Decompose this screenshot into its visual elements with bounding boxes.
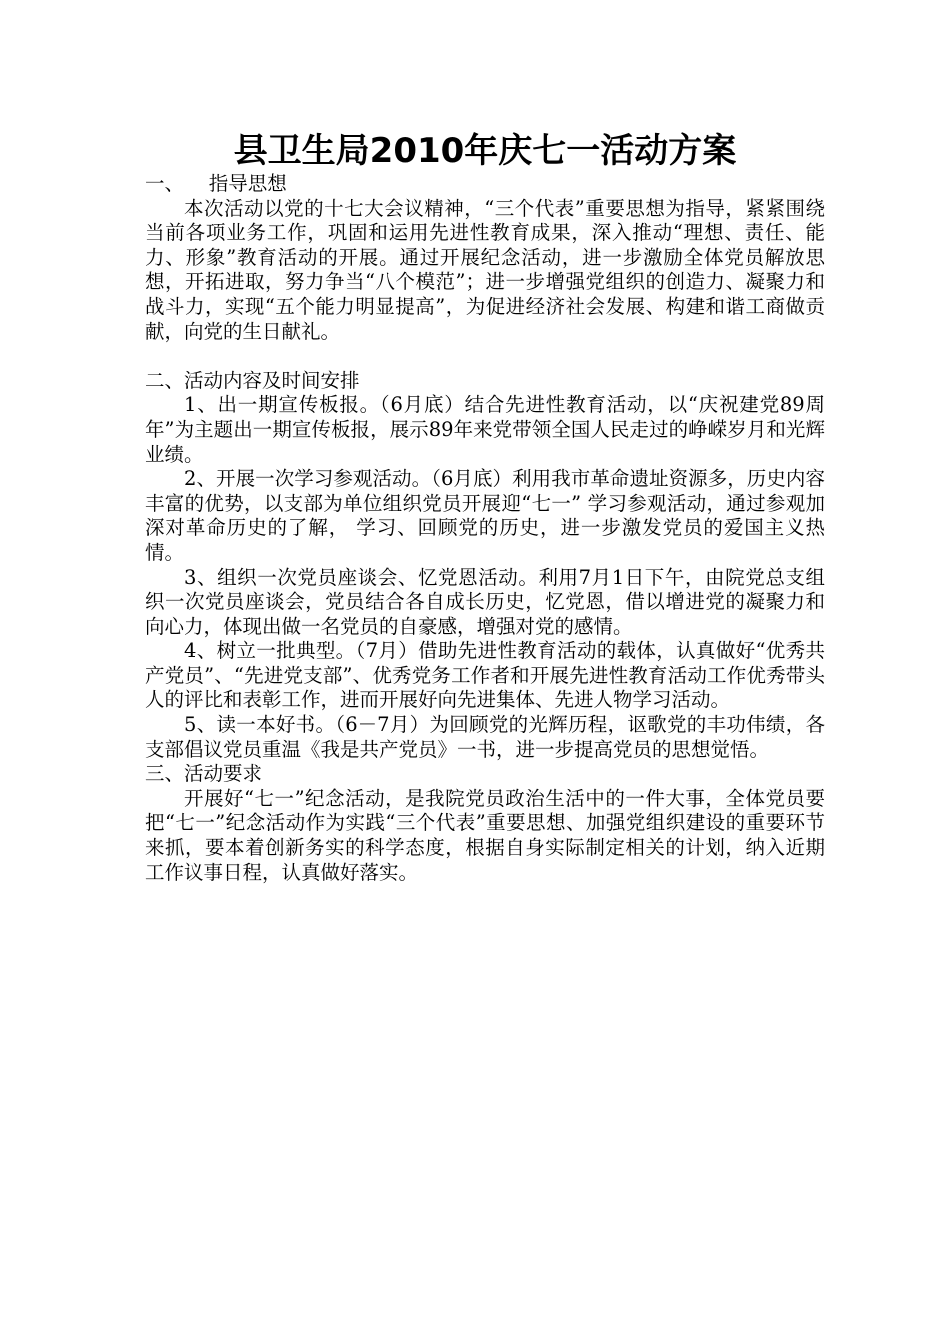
document-title: 县卫生局2010年庆七一活动方案: [233, 131, 737, 171]
section-heading-requirements: 三、活动要求: [145, 762, 263, 786]
section-heading-activities: 二、活动内容及时间安排: [145, 368, 360, 392]
section-paragraph-guiding-ideology: 本次活动以党的十七大会议精神，“三个代表”重要思想为指导，紧紧围绕当前各项业务工作，巩固和运用先进性教育成果，深入推动“理想、责任、能力、形象”教育活动的开展。通过开展纪念活动，进一步激励全体党员解放思想，开拓进取，努力争当“八个模范”；进一步增强党组织的创造力、凝聚力和战斗力，实现“五个能力明显提高”，为促进经济社会发展、构建和谐工商做贡献，向党的生日献礼。: [145, 196, 825, 343]
activity-item: 2、开展一次学习参观活动。（6月底）利用我市革命遗址资源多，历史内容丰富的优势，以支部为单位组织党员开展迎“七一” 学习参观活动，通过参观加深对革命历史的了解， 学习、回顾党的历史，进一步激发党员的爱国主义热情。: [145, 467, 825, 564]
blank-line: [145, 344, 825, 369]
activity-item: 4、树立一批典型。（7月）借助先进性教育活动的载体，认真做好“优秀共产党员”、“先进党支部”、优秀党务工作者和开展先进性教育活动工作优秀带头人的评比和表彰工作，进而开展好向先进集体、先进人物学习活动。: [145, 639, 825, 712]
document-body: [145, 172, 825, 885]
activity-item: 5、读一本好书。（6－7月）为回顾党的光辉历程，讴歌党的丰功伟绩，各支部倡议党员重温《我是共产党员》一书，进一步提高党员的思想觉悟。: [145, 713, 825, 761]
section-heading-guiding-ideology: 一、 指导思想: [145, 172, 287, 195]
activity-item: 3、组织一次党员座谈会、忆党恩活动。利用7月1日下午，由院党总支组织一次党员座谈会，党员结合各自成长历史，忆党恩，借以增进党的凝聚力和向心力，体现出做一名党员的自豪感，增强对党的感情。: [145, 565, 825, 638]
section-paragraph-requirements: 开展好“七一”纪念活动，是我院党员政治生活中的一件大事，全体党员要把“七一”纪念活动作为实践“三个代表”重要思想、加强党组织建设的重要环节来抓，要本着创新务实的科学态度，根据自身实际制定相关的计划，纳入近期工作议事日程，认真做好落实。: [145, 786, 825, 884]
activity-item: 1、出一期宣传板报。（6月底）结合先进性教育活动，以“庆祝建党89周年”为主题出一期宣传板报，展示89年来党带领全国人民走过的峥嵘岁月和光辉业绩。: [145, 393, 825, 466]
